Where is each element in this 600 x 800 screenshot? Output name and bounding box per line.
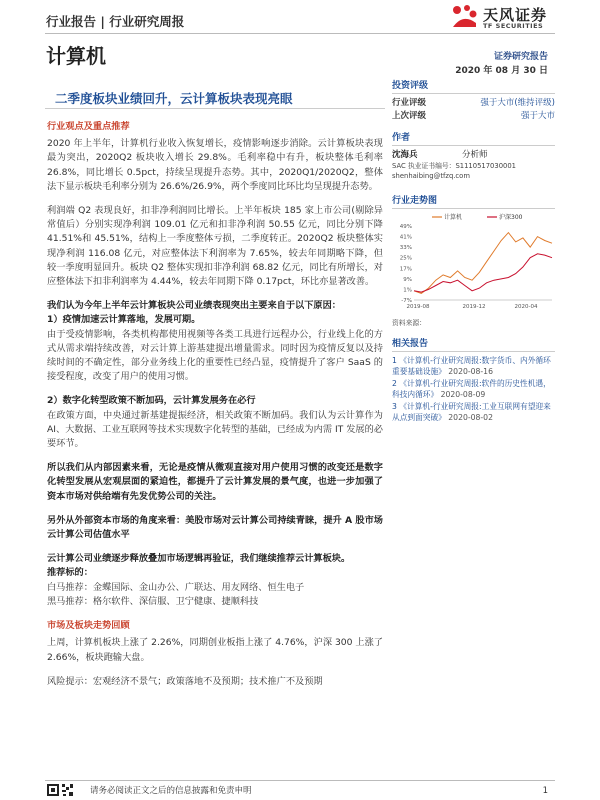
header-divider: [45, 33, 555, 34]
brand-name-en: TF SECURITIES: [483, 22, 544, 30]
author-license: SAC 执业证书编号：S1110517030001: [392, 162, 516, 170]
disclaimer-text: 请务必阅读正文之后的信息披露和免责申明: [90, 786, 252, 796]
page-title: 计算机: [46, 44, 106, 68]
rating-value: 强于大市(维持评级): [480, 98, 555, 108]
paragraph: 在政策方面，中央通过新基建提振经济，相关政策不断加码。我们认为云计算作为 AI、大数据、工业互联网等技术实现数字化转型的基础，已经成为内需 IT 发展的必要环节。: [47, 409, 383, 450]
related-date: 2020-08-16: [448, 367, 493, 376]
related-heading: 相关报告: [392, 336, 555, 352]
y-tick-label: -7%: [401, 298, 412, 304]
rating-key: 行业评级: [392, 98, 427, 108]
rating-row: [392, 110, 555, 123]
related-date: 2020-08-09: [440, 390, 486, 399]
y-tick-label: 1%: [403, 287, 412, 294]
x-tick-label: 2020-04: [514, 304, 538, 310]
qr-code-icon: [47, 784, 77, 796]
headline-divider: [45, 108, 385, 109]
risk-warning: 风险提示：宏观经济不景气；政策落地不及预期；技术推广不及预期: [47, 675, 323, 687]
chart-source: 资料来源：: [392, 319, 426, 327]
y-tick-label: 25%: [399, 255, 412, 262]
y-tick-label: 17%: [399, 266, 412, 273]
report-date: 2020 年 08 月 30 日: [455, 66, 548, 76]
paragraph: 云计算公司业绩逐步释放叠加市场逻辑再验证，我们继续推荐云计算板块。: [47, 553, 351, 565]
author-role: 分析师: [462, 150, 488, 160]
paragraph: 利润端 Q2 表现良好，扣非净利润同比增长。上半年板块 185 家上市公司(剔除异常值后）分别实现净利润 109.01 亿元和扣非净利润 50.55 亿元，同比分别下降 41.51%和 45.51%，结构上一季度整体亏损，二季度转正。2020Q2 板块整体实现净利润 116.08 亿元，对应整体法下利润率为 7.65%，较去年同期略下降，但较一季度明显回升。板块 Q2 整体实现扣非净利润 68.82 亿元，同比有所增长，对应整体法下扣非利润率为 4.44%，较去年同期下降 0.17pct，环比亦显著改善。: [47, 205, 383, 288]
recommend-white: 白马推荐：金蝶国际、金山办公、广联达、用友网络、恒生电子: [47, 581, 305, 593]
report-headline: 二季度板块业绩回升，云计算板块表现亮眼: [55, 91, 293, 106]
x-tick-label: 2019-08: [406, 304, 430, 310]
trend-heading: 行业走势图: [392, 193, 555, 209]
rating-heading: 投资评级: [392, 78, 555, 94]
related-panel: [392, 336, 555, 424]
author-email[interactable]: shenhaibing@tfzq.com: [392, 172, 470, 180]
rating-panel: [392, 78, 555, 123]
y-tick-label: 41%: [399, 234, 412, 241]
paragraph: 由于受疫情影响，各类机构都使用视频等各类工具进行远程办公，行业线上化的方式从需求端持续改善，对云计算上游基建提出增量需求。同时因为疫情反复以及持续时间的不确定性，部分业务线上化的重要性已经凸显，疫情提升了客户 SaaS 的接受程度，改变了用户的使用习惯。: [47, 328, 383, 383]
y-tick-label: 33%: [399, 245, 412, 252]
section-heading: 行业观点及重点推荐: [47, 121, 130, 132]
related-report-link[interactable]: [392, 378, 555, 400]
author-name: 沈海兵: [392, 150, 418, 160]
brand-name: 天风证券: [483, 6, 548, 24]
rating-row: [392, 97, 555, 110]
y-tick-label: 49%: [399, 224, 412, 230]
legend-label: 沪深300: [499, 214, 523, 221]
author-heading: 作者: [392, 130, 555, 146]
report-type: 证券研究报告: [493, 52, 548, 62]
series-line: [414, 254, 552, 292]
series-line: [414, 233, 552, 294]
page-number: 1: [542, 786, 548, 796]
subheading: 1）疫情加速云计算落地，发展可期。: [47, 314, 201, 326]
section-heading: 市场及板块走势回顾: [47, 620, 130, 632]
footer-divider: [45, 780, 555, 781]
related-date: 2020-08-02: [448, 413, 493, 422]
recommend-dark: 黑马推荐：格尔软件、深信服、卫宁健康、捷顺科技: [47, 595, 259, 607]
y-tick-label: 9%: [403, 276, 412, 283]
related-report-link[interactable]: [392, 401, 555, 423]
rating-value: 强于大市: [520, 111, 555, 121]
recommend-heading: 推荐标的：: [47, 567, 93, 579]
author-panel: [392, 130, 555, 181]
main-body: [47, 120, 383, 699]
trend-chart: [392, 212, 555, 312]
paragraph: 上周，计算机板块上涨了 2.26%，同期创业板指上涨了 4.76%，沪深 300 上涨了 2.66%，板块跑输大盘。: [47, 637, 383, 663]
paragraph: 所以我们从内部因素来看，无论是疫情从微观直接对用户使用习惯的改变还是数字化转型发展从宏观层面的紧迫性，都提升了云计算发展的景气度，也进一步加强了资本市场对供给端有先发优势公司的关注。: [47, 462, 383, 502]
x-tick-label: 2019-12: [462, 304, 486, 310]
related-title: 3 《计算机-行业研究周报:工业互联网有望迎来从点到面突破》: [392, 402, 551, 422]
related-title: 1 《计算机-行业研究周报:数字货币、内外循环重要基础设施》: [392, 356, 551, 376]
report-category: 行业报告 | 行业研究周报: [46, 14, 185, 29]
paragraph: 2020 年上半年，计算机行业收入恢复增长，疫情影响逐步消除。云计算板块表现最为突出，2020Q2 板块收入增长 29.8%。毛利率稳中有升，板块整体毛利率 26.8%，同比增长 0.5pct，持续呈现提升态势。其中，2020Q1/2020Q2，整体法下显示板块毛利率分别为 26.6%/26.9%，两个季度同比环比均呈现提升态势。: [47, 138, 383, 192]
related-report-link[interactable]: [392, 355, 555, 377]
legend-label: 计算机: [444, 214, 463, 221]
tf-logo-icon: [449, 3, 479, 29]
rating-key: 上次评级: [392, 111, 427, 121]
related-title: 2 《计算机-行业研究周报:软件的历史性机遇，科技内循环》: [392, 379, 551, 399]
subheading: 2）数字化转型政策不断加码，云计算发展务在必行: [47, 395, 256, 407]
paragraph: 另外从外部资本市场的角度来看：美股市场对云计算公司持续青睐，提升 A 股市场云计算公司估值水平: [47, 514, 383, 541]
trend-panel: [392, 193, 555, 328]
paragraph: 我们认为今年上半年云计算板块公司业绩表现突出主要来自于以下原因：: [47, 300, 341, 312]
